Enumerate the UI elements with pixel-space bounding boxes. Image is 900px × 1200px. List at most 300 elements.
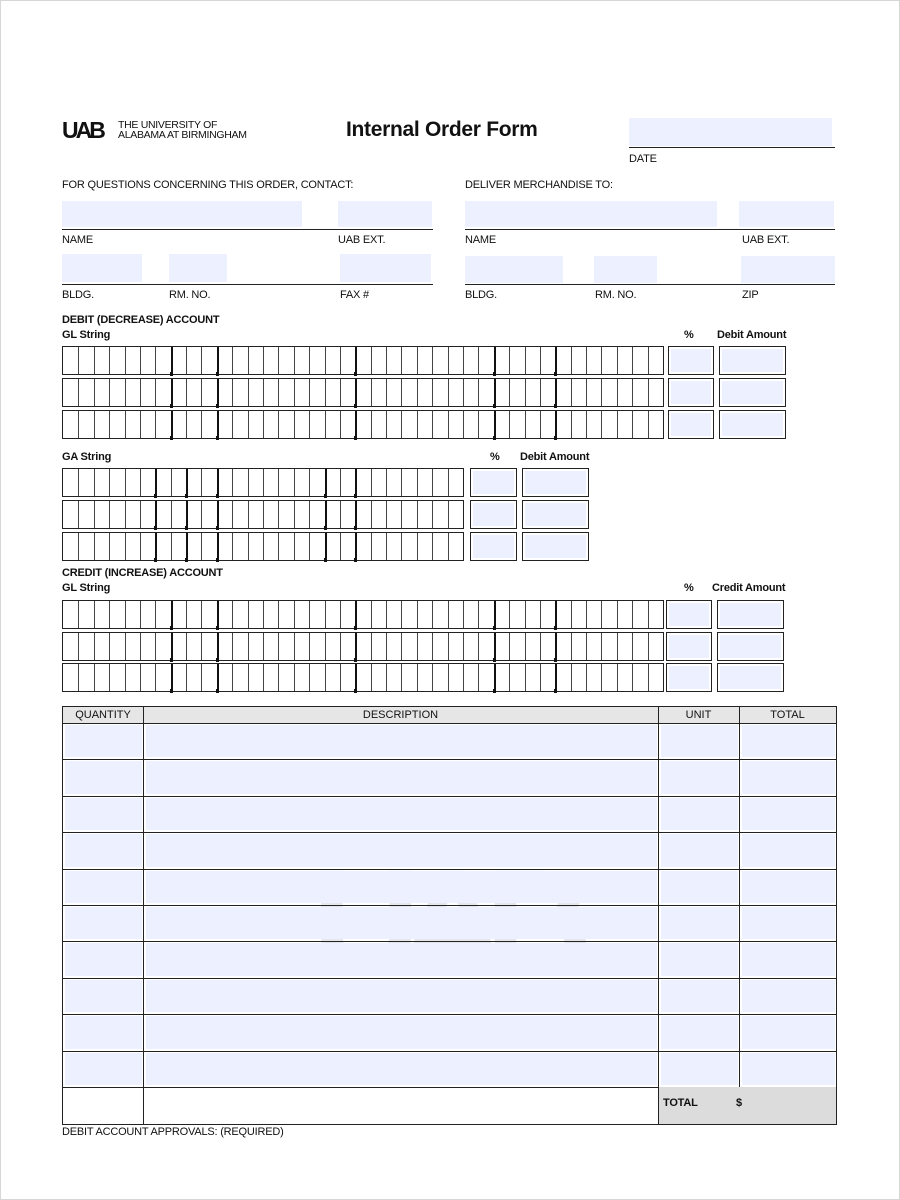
debit-string-cell <box>432 379 433 406</box>
debit-string-cell <box>417 347 418 374</box>
credit-amount-label: Credit Amount <box>712 582 786 594</box>
ga-string-cell <box>417 533 418 560</box>
credit-string-cell <box>494 633 496 660</box>
ga-string-cell <box>94 469 95 496</box>
debit-string-cell <box>140 411 141 438</box>
ga-string-cell <box>355 501 357 528</box>
debit-string-cell <box>325 411 326 438</box>
contact-ext-field[interactable] <box>338 201 432 227</box>
debit-string-cell <box>540 411 541 438</box>
ga-label: GA String <box>62 451 112 463</box>
debit-string-cell <box>401 379 402 406</box>
debit-string-row[interactable] <box>62 346 664 375</box>
items-header <box>63 707 836 724</box>
item-total-cell[interactable] <box>742 907 835 939</box>
ga-string-cell <box>155 501 157 528</box>
item-description-cell[interactable] <box>146 943 657 975</box>
ga-string-cell <box>340 533 341 560</box>
item-unit-cell[interactable] <box>661 798 738 830</box>
item-unit-cell[interactable] <box>661 834 738 866</box>
ga-string-cell <box>263 501 264 528</box>
ga-string-cell <box>309 469 310 496</box>
credit-string-cell <box>586 601 587 628</box>
credit-segment-dot <box>170 658 173 662</box>
debit-segment-dot <box>493 372 496 376</box>
credit-string-cell <box>325 664 326 691</box>
item-unit-cell[interactable] <box>661 907 738 939</box>
debit-string-cell <box>371 347 372 374</box>
item-description-cell[interactable] <box>146 1053 657 1085</box>
debit-string-cell <box>648 347 649 374</box>
debit-string-cell <box>201 379 202 406</box>
ga-segment-dot <box>324 494 327 498</box>
debit-string-cell <box>540 379 541 406</box>
debit-string-cell <box>171 379 173 406</box>
debit-string-cell <box>478 411 479 438</box>
credit-amount-field[interactable] <box>717 663 784 692</box>
debit-string-cell <box>171 347 173 374</box>
table-row <box>63 832 836 833</box>
credit-string-cell <box>340 664 341 691</box>
debit-amount-field[interactable] <box>719 346 786 375</box>
ga-string-cell <box>109 533 110 560</box>
ga-string-cell <box>340 501 341 528</box>
credit-string-cell <box>448 633 449 660</box>
debit-string-cell <box>463 411 464 438</box>
item-total-cell[interactable] <box>742 725 835 757</box>
item-unit-cell[interactable] <box>661 761 738 793</box>
debit-string-cell <box>525 347 526 374</box>
credit-segment-dot <box>216 626 219 630</box>
credit-string-cell <box>632 601 633 628</box>
item-quantity-cell[interactable] <box>65 798 142 830</box>
credit-string-cell <box>355 633 357 660</box>
debit-string-cell <box>309 411 310 438</box>
item-quantity-cell[interactable] <box>65 725 142 757</box>
item-total-cell[interactable] <box>742 943 835 975</box>
debit-string-cell <box>155 347 156 374</box>
debit-string-cell <box>571 411 572 438</box>
item-description-cell[interactable] <box>146 1016 657 1048</box>
item-quantity-cell[interactable] <box>65 980 142 1012</box>
item-description-cell[interactable] <box>146 761 657 793</box>
ga-string-cell <box>201 533 202 560</box>
debit-string-cell <box>494 411 496 438</box>
credit-string-cell <box>648 601 649 628</box>
ga-string-row[interactable] <box>62 468 464 497</box>
credit-string-cell <box>309 601 310 628</box>
ga-string-cell <box>155 469 157 496</box>
deliver-rm-field[interactable] <box>594 256 657 283</box>
ga-percent-field[interactable] <box>470 468 517 497</box>
credit-segment-dot <box>354 626 357 630</box>
item-total-cell[interactable] <box>742 871 835 903</box>
credit-string-cell <box>263 664 264 691</box>
item-quantity-cell[interactable] <box>65 1053 142 1085</box>
debit-string-cell <box>386 347 387 374</box>
ga-percent-field[interactable] <box>470 532 517 561</box>
ga-string-cell <box>448 501 449 528</box>
debit-string-cell <box>248 411 249 438</box>
ga-field-fill <box>525 535 586 558</box>
debit-amount-field[interactable] <box>719 378 786 407</box>
item-total-cell[interactable] <box>742 1053 835 1085</box>
debit-string-cell <box>263 347 264 374</box>
debit-string-cell <box>586 379 587 406</box>
ga-pct-label: % <box>490 451 500 463</box>
credit-string-cell <box>401 633 402 660</box>
credit-string-cell <box>109 601 110 628</box>
item-description-cell[interactable] <box>146 798 657 830</box>
ga-amount-field[interactable] <box>522 468 589 497</box>
credit-string-cell <box>525 633 526 660</box>
credit-segment-dot <box>170 626 173 630</box>
debit-string-cell <box>217 411 219 438</box>
ga-string-cell <box>432 469 433 496</box>
ga-segment-dot <box>354 494 357 498</box>
credit-percent-field[interactable] <box>666 663 712 692</box>
debit-string-cell <box>401 411 402 438</box>
ga-string-cell <box>386 469 387 496</box>
deliver-name-label: NAME <box>465 234 496 246</box>
credit-string-cell <box>432 633 433 660</box>
debit-string-cell <box>109 411 110 438</box>
debit-string-cell <box>340 411 341 438</box>
ga-percent-field[interactable] <box>470 500 517 529</box>
credit-string-cell <box>94 664 95 691</box>
debit-string-cell <box>355 379 357 406</box>
credit-string-cell <box>509 664 510 691</box>
credit-string-row[interactable] <box>62 600 664 629</box>
credit-string-cell <box>432 601 433 628</box>
debit-string-cell <box>355 347 357 374</box>
ga-string-cell <box>217 533 219 560</box>
debit-string-cell <box>125 411 126 438</box>
debit-string-cell <box>294 411 295 438</box>
contact-bldg-field[interactable] <box>62 254 142 282</box>
debit-string-cell <box>586 411 587 438</box>
ga-field-fill <box>473 471 514 494</box>
item-unit-cell[interactable] <box>661 725 738 757</box>
credit-string-cell <box>494 601 496 628</box>
debit-field-fill <box>671 381 711 404</box>
item-description-cell[interactable] <box>146 980 657 1012</box>
debit-string-cell <box>186 347 187 374</box>
col-divider-description <box>658 707 659 1124</box>
credit-field-fill <box>720 666 781 689</box>
credit-string-cell <box>94 601 95 628</box>
credit-segment-dot <box>216 658 219 662</box>
credit-string-cell <box>217 664 219 691</box>
contact-fax-label: FAX # <box>340 289 369 301</box>
credit-string-cell <box>417 601 418 628</box>
ga-amount-field[interactable] <box>522 500 589 529</box>
ga-string-row[interactable] <box>62 500 464 529</box>
credit-string-cell <box>601 633 602 660</box>
contact-name-field[interactable] <box>62 201 302 227</box>
debit-string-cell <box>448 379 449 406</box>
debit-segment-dot <box>170 436 173 440</box>
item-quantity-cell[interactable] <box>65 907 142 939</box>
ga-string-cell <box>140 501 141 528</box>
credit-string-cell <box>278 601 279 628</box>
ga-string-cell <box>432 533 433 560</box>
approvals-label: DEBIT ACCOUNT APPROVALS: (REQUIRED) <box>62 1126 284 1138</box>
credit-string-cell <box>540 633 541 660</box>
debit-string-cell <box>201 347 202 374</box>
debit-string-cell <box>94 347 95 374</box>
debit-string-cell <box>601 411 602 438</box>
ga-string-cell <box>78 533 79 560</box>
ga-string-row[interactable] <box>62 532 464 561</box>
credit-segment-dot <box>493 689 496 693</box>
debit-string-cell <box>78 379 79 406</box>
credit-string-cell <box>401 664 402 691</box>
credit-amount-field[interactable] <box>717 600 784 629</box>
debit-string-cell <box>340 379 341 406</box>
ga-string-cell <box>386 501 387 528</box>
debit-segment-dot <box>354 436 357 440</box>
item-total-cell[interactable] <box>742 761 835 793</box>
debit-string-cell <box>586 347 587 374</box>
debit-string-cell <box>248 347 249 374</box>
debit-string-cell <box>201 411 202 438</box>
credit-string-cell <box>232 633 233 660</box>
credit-string-cell <box>571 601 572 628</box>
debit-string-cell <box>432 411 433 438</box>
debit-string-row[interactable] <box>62 378 664 407</box>
credit-segment-dot <box>554 658 557 662</box>
debit-string-cell <box>571 379 572 406</box>
debit-string-cell <box>78 411 79 438</box>
credit-string-cell <box>125 601 126 628</box>
debit-string-cell <box>125 379 126 406</box>
deliver-bldg-field[interactable] <box>465 256 563 283</box>
credit-string-cell <box>386 601 387 628</box>
ga-string-cell <box>201 501 202 528</box>
debit-string-cell <box>294 379 295 406</box>
credit-amount-field[interactable] <box>717 632 784 661</box>
debit-string-cell <box>509 411 510 438</box>
credit-string-cell <box>617 633 618 660</box>
credit-string-cell <box>648 633 649 660</box>
credit-string-cell <box>355 664 357 691</box>
deliver-zip-field[interactable] <box>741 256 835 283</box>
credit-string-cell <box>217 601 219 628</box>
item-total-cell[interactable] <box>742 798 835 830</box>
ga-string-cell <box>109 501 110 528</box>
item-quantity-cell[interactable] <box>65 834 142 866</box>
debit-pct-label: % <box>684 329 694 341</box>
item-quantity-cell[interactable] <box>65 1016 142 1048</box>
credit-string-cell <box>217 633 219 660</box>
item-unit-cell[interactable] <box>661 943 738 975</box>
credit-string-cell <box>601 601 602 628</box>
debit-string-cell <box>371 379 372 406</box>
item-description-cell[interactable] <box>146 871 657 903</box>
debit-field-fill <box>722 381 783 404</box>
credit-string-cell <box>186 633 187 660</box>
debit-gl-label: GL String <box>62 329 111 341</box>
credit-string-cell <box>78 633 79 660</box>
item-unit-cell[interactable] <box>661 1016 738 1048</box>
debit-percent-field[interactable] <box>668 378 714 407</box>
debit-string-row[interactable] <box>62 410 664 439</box>
credit-string-cell <box>586 633 587 660</box>
debit-segment-dot <box>216 436 219 440</box>
item-quantity-cell[interactable] <box>65 761 142 793</box>
credit-string-cell <box>201 633 202 660</box>
deliver-name-field[interactable] <box>465 201 717 227</box>
credit-string-cell <box>232 601 233 628</box>
credit-string-cell <box>294 601 295 628</box>
ga-segment-dot <box>154 494 157 498</box>
debit-string-cell <box>278 379 279 406</box>
header-description: DESCRIPTION <box>362 709 439 721</box>
ga-string-cell <box>417 469 418 496</box>
debit-string-cell <box>248 379 249 406</box>
ga-string-cell <box>109 469 110 496</box>
credit-string-cell <box>248 664 249 691</box>
credit-field-fill <box>669 635 709 658</box>
debit-string-cell <box>294 347 295 374</box>
debit-string-cell <box>463 347 464 374</box>
contact-rm-field[interactable] <box>169 254 227 282</box>
debit-percent-field[interactable] <box>668 410 714 439</box>
ga-segment-dot <box>324 526 327 530</box>
debit-string-cell <box>648 411 649 438</box>
ga-segment-dot <box>154 526 157 530</box>
debit-string-cell <box>340 347 341 374</box>
deliver-rm-label: RM. NO. <box>595 289 637 301</box>
credit-string-cell <box>448 601 449 628</box>
credit-pct-label: % <box>684 582 694 594</box>
credit-segment-dot <box>354 689 357 693</box>
header-unit: UNIT <box>685 709 712 721</box>
credit-string-cell <box>325 601 326 628</box>
ga-amount-label: Debit Amount <box>520 451 590 463</box>
item-unit-cell[interactable] <box>661 871 738 903</box>
ga-string-cell <box>355 533 357 560</box>
debit-segment-dot <box>216 404 219 408</box>
debit-segment-dot <box>170 404 173 408</box>
ga-string-cell <box>232 501 233 528</box>
item-quantity-cell[interactable] <box>65 943 142 975</box>
credit-string-cell <box>555 633 557 660</box>
debit-string-cell <box>525 379 526 406</box>
contact-ext-label: UAB EXT. <box>338 234 386 246</box>
ga-segment-dot <box>216 558 219 562</box>
debit-string-cell <box>632 379 633 406</box>
item-description-cell[interactable] <box>146 907 657 939</box>
credit-string-cell <box>325 633 326 660</box>
debit-string-cell <box>94 379 95 406</box>
debit-string-cell <box>417 379 418 406</box>
contact-fax-field[interactable] <box>340 254 431 282</box>
ga-string-cell <box>248 501 249 528</box>
debit-string-cell <box>555 347 557 374</box>
credit-string-cell <box>555 601 557 628</box>
credit-percent-field[interactable] <box>666 632 712 661</box>
item-total-cell[interactable] <box>742 980 835 1012</box>
table-row <box>63 1014 836 1015</box>
uab-logo: UAB <box>62 117 103 143</box>
debit-string-cell <box>386 411 387 438</box>
credit-segment-dot <box>554 626 557 630</box>
debit-amount-field[interactable] <box>719 410 786 439</box>
debit-string-cell <box>571 347 572 374</box>
credit-string-cell <box>140 664 141 691</box>
item-unit-cell[interactable] <box>661 980 738 1012</box>
ga-string-cell <box>140 469 141 496</box>
item-quantity-cell[interactable] <box>65 871 142 903</box>
ga-amount-field[interactable] <box>522 532 589 561</box>
debit-segment-dot <box>354 404 357 408</box>
credit-string-cell <box>525 601 526 628</box>
debit-percent-field[interactable] <box>668 346 714 375</box>
item-description-cell[interactable] <box>146 834 657 866</box>
debit-string-cell <box>632 347 633 374</box>
table-row <box>63 941 836 942</box>
debit-string-cell <box>371 411 372 438</box>
credit-string-cell <box>648 664 649 691</box>
credit-string-row[interactable] <box>62 632 664 661</box>
debit-segment-dot <box>554 404 557 408</box>
credit-string-row[interactable] <box>62 663 664 692</box>
credit-string-cell <box>294 664 295 691</box>
ga-segment-dot <box>185 558 188 562</box>
deliver-ext-field[interactable] <box>739 201 834 227</box>
credit-string-cell <box>309 633 310 660</box>
ga-string-cell <box>232 533 233 560</box>
credit-string-cell <box>448 664 449 691</box>
debit-field-fill <box>671 349 711 372</box>
debit-string-cell <box>217 347 219 374</box>
debit-string-cell <box>494 379 496 406</box>
debit-string-cell <box>109 347 110 374</box>
contact-name-underline <box>62 229 433 230</box>
credit-percent-field[interactable] <box>666 600 712 629</box>
col-divider-quantity <box>143 707 144 1124</box>
debit-string-cell <box>186 411 187 438</box>
deliver-zip-label: ZIP <box>742 289 759 301</box>
item-total-cell[interactable] <box>742 834 835 866</box>
date-field[interactable] <box>629 118 832 146</box>
debit-string-cell <box>494 347 496 374</box>
ga-string-cell <box>294 469 295 496</box>
item-unit-cell[interactable] <box>661 1053 738 1085</box>
item-description-cell[interactable] <box>146 725 657 757</box>
credit-string-cell <box>278 633 279 660</box>
credit-string-cell <box>109 633 110 660</box>
debit-segment-dot <box>493 436 496 440</box>
item-total-cell[interactable] <box>742 1016 835 1048</box>
contact-heading: FOR QUESTIONS CONCERNING THIS ORDER, CONTACT: <box>62 179 354 191</box>
debit-segment-dot <box>554 436 557 440</box>
grand-total-currency: $ <box>736 1097 742 1109</box>
debit-string-cell <box>309 347 310 374</box>
ga-segment-dot <box>354 526 357 530</box>
debit-field-fill <box>671 413 711 436</box>
debit-string-cell <box>648 379 649 406</box>
credit-string-cell <box>586 664 587 691</box>
debit-string-cell <box>325 347 326 374</box>
ga-string-cell <box>278 533 279 560</box>
ga-string-cell <box>386 533 387 560</box>
ga-string-cell <box>155 533 157 560</box>
ga-string-cell <box>309 533 310 560</box>
debit-string-cell <box>325 379 326 406</box>
